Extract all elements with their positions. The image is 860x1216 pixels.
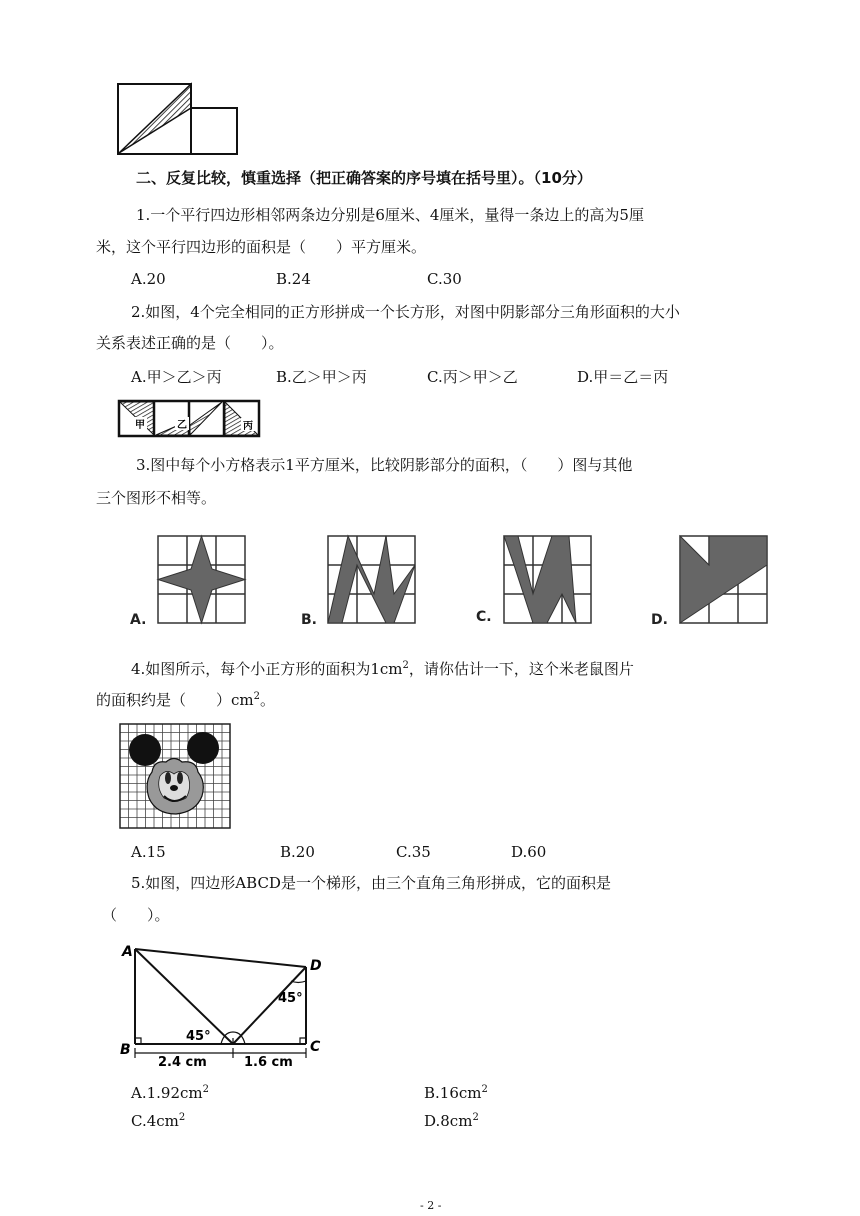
q5-label-c: C	[310, 1039, 321, 1055]
q5-option-d-text: D.8cm	[424, 1112, 473, 1130]
q3-text-line1: 3.图中每个小方格表示1平方厘米，比较阴影部分的面积，（ ）图与其他	[136, 456, 633, 474]
q3-text-line2: 三个图形不相等。	[96, 489, 217, 507]
q1-text-line1: 1.一个平行四边形相邻两条边分别是6厘米、4厘米，量得一条边上的高为5厘	[136, 206, 644, 224]
q4-text-line2-pre: 的面积约是（ ）cm	[96, 691, 254, 709]
q5-angle-2: 45°	[278, 991, 303, 1006]
q5-option-d[interactable]	[424, 1111, 479, 1131]
q3-figure-b	[296, 528, 426, 630]
q3-label-c: C.	[476, 609, 492, 625]
q5-text-line2: （ ）。	[102, 906, 170, 924]
q4-text-line2-post: 。	[260, 691, 276, 709]
q4-text-line2-sup: 2	[253, 691, 261, 702]
q5-label-d: D	[310, 958, 322, 974]
q2-option-a[interactable]: A.甲＞乙＞丙	[131, 368, 222, 386]
q1-option-a[interactable]: A.20	[131, 270, 166, 288]
q5-option-d-sup: 2	[472, 1112, 479, 1123]
q2-option-d[interactable]: D.甲＝乙＝丙	[577, 368, 669, 386]
q2-label-bing: 丙	[243, 421, 253, 432]
q4-text-line1-post: ，请你估计一下，这个米老鼠图片	[408, 660, 634, 678]
q2-text-line1: 2.如图，4个完全相同的正方形拼成一个长方形，对图中阴影部分三角形面积的大小	[131, 303, 680, 321]
q5-label-b: B	[120, 1042, 131, 1058]
q4-option-a[interactable]: A.15	[131, 843, 166, 861]
q2-label-yi: 乙	[177, 420, 187, 431]
q5-trapezoid-figure	[116, 936, 336, 1072]
q5-option-a-sup: 2	[202, 1084, 209, 1095]
q4-mickey-grid-figure	[116, 720, 234, 832]
q4-text-line1	[131, 659, 634, 679]
q3-label-b: B.	[301, 612, 317, 628]
q3-figure-c	[472, 528, 602, 630]
q4-option-d[interactable]: D.60	[511, 843, 547, 861]
q5-option-c-sup: 2	[178, 1112, 186, 1123]
q5-option-b-sup: 2	[481, 1084, 488, 1095]
q2-label-jia: 甲	[135, 420, 145, 431]
q5-text-line1: 5.如图，四边形ABCD是一个梯形，由三个直角三角形拼成，它的面积是	[131, 874, 611, 892]
q4-text-line1-pre: 4.如图所示，每个小正方形的面积为1cm	[131, 660, 403, 678]
q4-option-c[interactable]: C.35	[396, 843, 431, 861]
q5-length-2: 1.6 cm	[244, 1055, 293, 1070]
page-number: - 2 -	[420, 1199, 442, 1212]
q1-option-c[interactable]: C.30	[427, 270, 462, 288]
q2-option-b[interactable]: B.乙＞甲＞丙	[276, 368, 367, 386]
q3-label-d: D.	[651, 612, 668, 628]
q3-label-a: A.	[130, 612, 147, 628]
q5-option-c-text: C.4cm	[131, 1112, 179, 1130]
q2-text-line2: 关系表述正确的是（ ）。	[96, 334, 284, 352]
q2-option-c[interactable]: C.丙＞甲＞乙	[427, 368, 518, 386]
q5-option-c[interactable]	[131, 1111, 185, 1131]
top-figure	[115, 82, 241, 158]
q1-option-b[interactable]: B.24	[276, 270, 311, 288]
q4-text-line1-sup: 2	[402, 660, 409, 671]
q1-text-line2: 米，这个平行四边形的面积是（ ）平方厘米。	[96, 238, 427, 256]
q5-label-a: A	[122, 944, 133, 960]
q5-option-b[interactable]	[424, 1083, 488, 1103]
q5-length-1: 2.4 cm	[158, 1055, 207, 1070]
q4-option-b[interactable]: B.20	[280, 843, 315, 861]
q5-option-a[interactable]	[131, 1083, 209, 1103]
q5-option-b-text: B.16cm	[424, 1084, 482, 1102]
q5-angle-1: 45°	[186, 1029, 211, 1044]
q3-figure-d	[648, 528, 778, 630]
q2-figure	[117, 399, 263, 439]
q4-text-line2	[96, 690, 275, 710]
q5-option-a-text: A.1.92cm	[131, 1084, 203, 1102]
q3-figure-a	[126, 528, 256, 630]
section-heading: 二、反复比较，慎重选择（把正确答案的序号填在括号里）。（10分）	[136, 169, 592, 187]
